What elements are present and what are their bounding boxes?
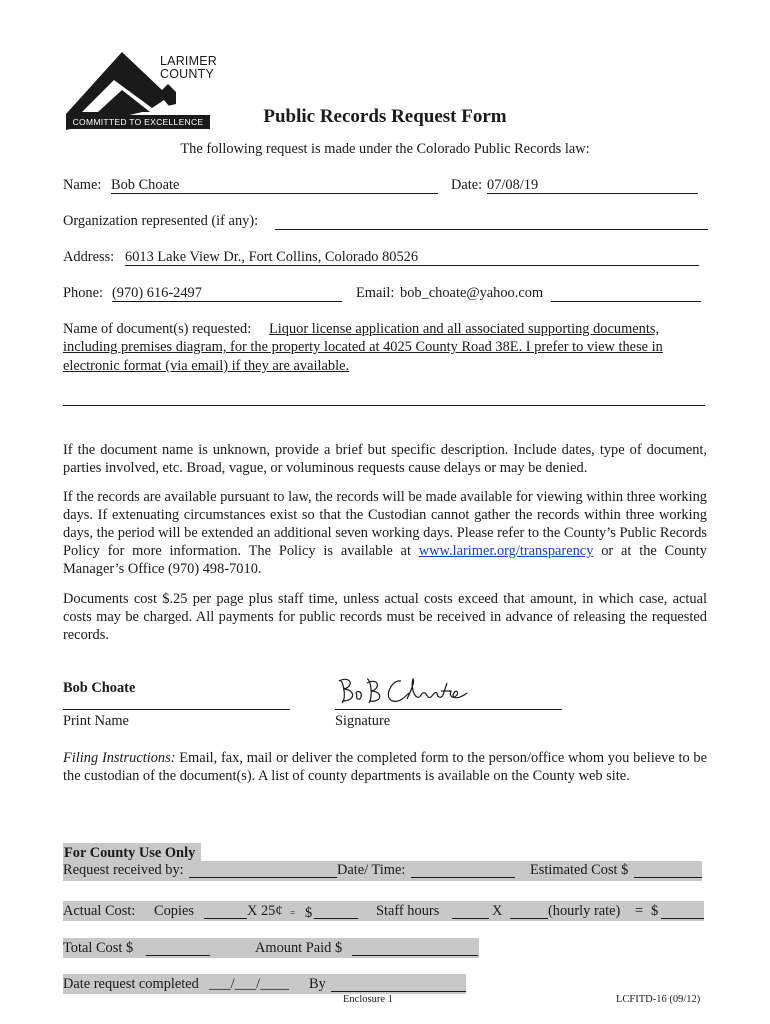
date-completed-label: Date request completed [63,976,199,992]
phone-label: Phone: [63,285,103,301]
logo-line-county: COUNTY [160,67,214,81]
copies-label: Copies [154,903,194,919]
transparency-link[interactable]: www.larimer.org/transparency [418,543,594,559]
documents-extra-line[interactable] [63,405,705,406]
intro-text: The following request is made under the Colorado Public Records law: [180,141,590,157]
documents-label: Name of document(s) requested: [63,321,252,337]
by-label: By [309,976,326,992]
filing-instructions-text: Email, fax, mail or deliver the completed form to the person/office whom you believe to be the custodian of the document(s). A list of county departments is available on the County web site. [63,750,707,784]
copies-total-field[interactable] [314,918,358,919]
email-underline [551,301,701,302]
address-field[interactable]: 6013 Lake View Dr., Fort Collins, Colorado 80526 [125,249,419,265]
organization-field[interactable] [275,229,708,230]
staff-hours-field[interactable] [452,918,489,919]
availability-paragraph [63,488,707,578]
availability-text-end: or at the County Manager’s Office (970) 498-7010. [63,543,707,577]
filing-instructions-label: Filing Instructions: [63,750,176,766]
total-cost-label: Total Cost $ [63,940,134,956]
email-field[interactable]: bob_choate@yahoo.com [400,285,544,301]
completed-by-field[interactable] [331,991,466,992]
date-time-label: Date/ Time: [337,862,406,878]
staff-hours-label: Staff hours [376,903,440,919]
date-label: Date: [451,177,483,193]
total-cost-field[interactable] [146,955,210,956]
documents-field-line3[interactable]: electronic format (via email) if they are available. [63,358,350,374]
unknown-document-paragraph: If the document name is unknown, provide a brief but specific description. Include dates, type of document, parties involved, etc. Broad, vague, or voluminous requests cause delays or may be denied. [63,442,707,476]
date-underline [487,193,698,194]
print-name-label: Print Name [63,713,129,729]
print-name-underline [63,709,290,710]
handwritten-signature[interactable] [333,673,473,709]
documents-field-line1[interactable]: Liquor license application and all associated supporting documents, [269,321,660,337]
hourly-rate-label: (hourly rate) [548,903,621,919]
address-underline [125,265,699,266]
amount-paid-field[interactable] [352,955,478,956]
email-label: Email: [356,285,395,301]
availability-text: If the records are available pursuant to law, the records will be made available for viewing within three working days. If extenuating circumstances exist so that the Custodian cannot gather the records within three working days, the period will be extended an additional seven working days. Please refer to the County’s Public Records Policy for more information. The Policy is available at [63,489,707,559]
times-label: X [492,903,503,919]
date-time-field[interactable] [411,877,515,878]
name-label: Name: [63,177,102,193]
signature-label: Signature [335,713,391,729]
date-field[interactable]: 07/08/19 [487,177,539,193]
hourly-rate-field[interactable] [510,918,548,919]
documents-field-line2[interactable]: including premises diagram, for the property located at 4025 County Road 38E. I prefer to view these in [63,339,663,355]
name-field[interactable]: Bob Choate [111,177,180,193]
organization-label: Organization represented (if any): [63,213,259,229]
request-received-field[interactable] [189,877,337,878]
filing-instructions [63,749,707,785]
copies-field[interactable] [204,918,247,919]
costs-paragraph: Documents cost $.25 per page plus staff time, unless actual costs exceed that amount, in which case, actual costs may be charged. All payments for public records must be received in advance of releasing the requested records. [63,591,707,643]
x-25-cents-label: X 25¢ [247,903,283,919]
dollar-sign: $ [305,905,313,921]
enclosure-label: Enclosure 1 [343,994,393,1005]
estimated-cost-field[interactable] [634,877,702,878]
request-received-label: Request received by: [63,862,184,878]
page-title: Public Records Request Form [263,106,507,127]
logo-line-larimer: LARIMER [160,54,217,68]
logo-tagline: COMMITTED TO EXCELLENCE [66,115,210,129]
phone-underline [112,301,342,302]
equals-sign: = [290,908,296,918]
print-name-value[interactable]: Bob Choate [63,680,136,696]
amount-paid-label: Amount Paid $ [255,940,343,956]
date-completed-field[interactable]: ___/___/____ [209,976,289,992]
actual-cost-label: Actual Cost: [63,903,136,919]
estimated-cost-label: Estimated Cost $ [530,862,629,878]
equals-sign-2: = [635,903,644,919]
name-underline [111,193,438,194]
phone-field[interactable]: (970) 616-2497 [112,285,202,301]
county-use-heading: For County Use Only [64,845,196,861]
address-label: Address: [63,249,115,265]
dollar-sign-2: $ [651,903,659,919]
form-code: LCFITD-16 (09/12) [616,994,701,1005]
signature-underline [335,709,562,710]
staff-total-field[interactable] [661,918,704,919]
